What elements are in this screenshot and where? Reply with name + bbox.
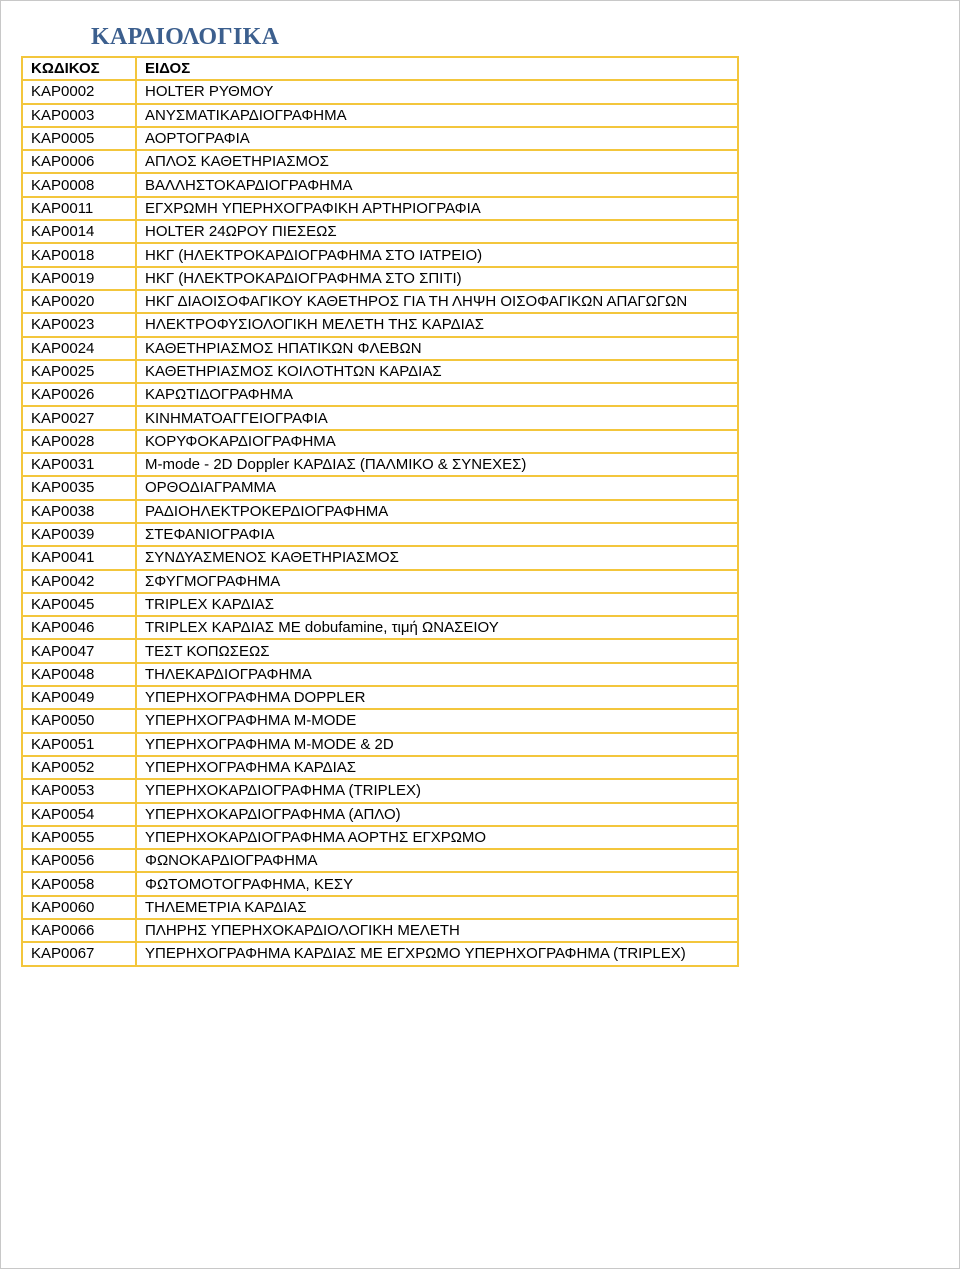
page-title: ΚΑΡΔΙΟΛΟΓΙΚΑ — [91, 24, 280, 50]
table-row — [22, 919, 738, 942]
cell-code: ΚΑΡ0056 — [22, 849, 136, 872]
cell-code: ΚΑΡ0014 — [22, 220, 136, 243]
table-row — [22, 872, 738, 895]
table-header-row — [22, 57, 738, 80]
cell-type: ΚΙΝΗΜΑΤΟΑΓΓΕΙΟΓΡΑΦΙΑ — [136, 406, 738, 429]
cell-type: ΣΥΝΔΥΑΣΜΕΝΟΣ ΚΑΘΕΤΗΡΙΑΣΜΟΣ — [136, 546, 738, 569]
table-row — [22, 453, 738, 476]
cell-code: ΚΑΡ0027 — [22, 406, 136, 429]
table-row — [22, 570, 738, 593]
cell-type: ΥΠΕΡΗΧΟΓΡΑΦΗΜΑ ΚΑΡΔΙΑΣ ΜΕ ΕΓΧΡΩΜΟ ΥΠΕΡΗΧΟΓΡΑΦΗΜΑ (TRIPLEX) — [136, 942, 738, 965]
table-row — [22, 173, 738, 196]
cell-type: ΚΑΘΕΤΗΡΙΑΣΜΟΣ ΗΠΑΤΙΚΩΝ ΦΛΕΒΩΝ — [136, 337, 738, 360]
cell-code: ΚΑΡ0002 — [22, 80, 136, 103]
cell-type: ΥΠΕΡΗΧΟΚΑΡΔΙΟΓΡΑΦΗΜΑ ΑΟΡΤΗΣ ΕΓΧΡΩΜΟ — [136, 826, 738, 849]
cell-type: ΑΟΡΤΟΓΡΑΦΙΑ — [136, 127, 738, 150]
cell-type: ΤΕΣΤ ΚΟΠΩΣΕΩΣ — [136, 639, 738, 662]
cell-code: ΚΑΡ0053 — [22, 779, 136, 802]
table-row — [22, 313, 738, 336]
cell-code: ΚΑΡ0006 — [22, 150, 136, 173]
table-row — [22, 523, 738, 546]
cell-code: ΚΑΡ0055 — [22, 826, 136, 849]
cell-type: ΗΚΓ (ΗΛΕΚΤΡΟΚΑΡΔΙΟΓΡΑΦΗΜΑ ΣΤΟ ΙΑΤΡΕΙΟ) — [136, 243, 738, 266]
cell-code: ΚΑΡ0039 — [22, 523, 136, 546]
table-row — [22, 849, 738, 872]
cell-type: ΥΠΕΡΗΧΟΓΡΑΦΗΜΑ ΚΑΡΔΙΑΣ — [136, 756, 738, 779]
cell-code: ΚΑΡ0024 — [22, 337, 136, 360]
table-row — [22, 127, 738, 150]
cell-code: ΚΑΡ0019 — [22, 267, 136, 290]
table-row — [22, 430, 738, 453]
cell-type: ΟΡΘΟΔΙΑΓΡΑΜΜΑ — [136, 476, 738, 499]
cell-code: ΚΑΡ0041 — [22, 546, 136, 569]
table-row — [22, 150, 738, 173]
table-row — [22, 220, 738, 243]
cell-code: ΚΑΡ0026 — [22, 383, 136, 406]
header-code: ΚΩΔΙΚΟΣ — [22, 57, 136, 80]
cell-type: ΥΠΕΡΗΧΟΚΑΡΔΙΟΓΡΑΦΗΜΑ (ΑΠΛΟ) — [136, 803, 738, 826]
table-row — [22, 546, 738, 569]
cell-type: ΚΑΘΕΤΗΡΙΑΣΜΟΣ ΚΟΙΛΟΤΗΤΩΝ ΚΑΡΔΙΑΣ — [136, 360, 738, 383]
cell-code: ΚΑΡ0045 — [22, 593, 136, 616]
cell-code: ΚΑΡ0038 — [22, 500, 136, 523]
cell-type: ΡΑΔΙΟΗΛΕΚΤΡΟΚΕΡΔΙΟΓΡΑΦΗΜΑ — [136, 500, 738, 523]
cell-type: M-mode - 2D Doppler ΚΑΡΔΙΑΣ (ΠΑΛΜΙΚΟ & ΣΥΝΕΧΕΣ) — [136, 453, 738, 476]
cell-code: ΚΑΡ0025 — [22, 360, 136, 383]
table-row — [22, 709, 738, 732]
table-body — [22, 80, 738, 965]
table-row — [22, 337, 738, 360]
table-row — [22, 639, 738, 662]
cell-code: ΚΑΡ0060 — [22, 896, 136, 919]
cell-type: ΣΦΥΓΜΟΓΡΑΦΗΜΑ — [136, 570, 738, 593]
cell-code: ΚΑΡ0008 — [22, 173, 136, 196]
cell-type: ΦΩΝΟΚΑΡΔΙΟΓΡΑΦΗΜΑ — [136, 849, 738, 872]
cell-code: ΚΑΡ0020 — [22, 290, 136, 313]
table-row — [22, 616, 738, 639]
cell-code: ΚΑΡ0042 — [22, 570, 136, 593]
table-row — [22, 779, 738, 802]
cell-code: ΚΑΡ0050 — [22, 709, 136, 732]
cell-type: ΗΛΕΚΤΡΟΦΥΣΙΟΛΟΓΙΚΗ ΜΕΛΕΤΗ ΤΗΣ ΚΑΡΔΙΑΣ — [136, 313, 738, 336]
cell-code: ΚΑΡ0049 — [22, 686, 136, 709]
cell-code: ΚΑΡ0052 — [22, 756, 136, 779]
cell-type: ΑΝΥΣΜΑΤΙΚΑΡΔΙΟΓΡΑΦΗΜΑ — [136, 104, 738, 127]
cell-type: ΑΠΛΟΣ ΚΑΘΕΤΗΡΙΑΣΜΟΣ — [136, 150, 738, 173]
table-row — [22, 290, 738, 313]
cell-code: ΚΑΡ0046 — [22, 616, 136, 639]
cell-code: ΚΑΡ0023 — [22, 313, 136, 336]
table-row — [22, 803, 738, 826]
cell-type: ΗΚΓ (ΗΛΕΚΤΡΟΚΑΡΔΙΟΓΡΑΦΗΜΑ ΣΤΟ ΣΠΙΤΙ) — [136, 267, 738, 290]
cell-type: ΥΠΕΡΗΧΟΓΡΑΦΗΜΑ DOPPLER — [136, 686, 738, 709]
table-row — [22, 826, 738, 849]
cell-type: TRIPLEX ΚΑΡΔΙΑΣ — [136, 593, 738, 616]
cell-code: ΚΑΡ0018 — [22, 243, 136, 266]
table-row — [22, 593, 738, 616]
table-row — [22, 896, 738, 919]
cell-code: ΚΑΡ0048 — [22, 663, 136, 686]
table-row — [22, 500, 738, 523]
table-row — [22, 476, 738, 499]
table-row — [22, 406, 738, 429]
cell-code: ΚΑΡ0067 — [22, 942, 136, 965]
table-row — [22, 686, 738, 709]
cell-code: ΚΑΡ0054 — [22, 803, 136, 826]
table-row — [22, 80, 738, 103]
cell-code: ΚΑΡ0051 — [22, 733, 136, 756]
table-row — [22, 267, 738, 290]
cell-type: ΤΗΛΕΜΕΤΡΙΑ ΚΑΡΔΙΑΣ — [136, 896, 738, 919]
cell-type: ΥΠΕΡΗΧΟΓΡΑΦΗΜΑ M-MODE — [136, 709, 738, 732]
cell-type: ΚΟΡΥΦΟΚΑΡΔΙΟΓΡΑΦΗΜΑ — [136, 430, 738, 453]
table-row — [22, 243, 738, 266]
cell-type: ΥΠΕΡΗΧΟΓΡΑΦΗΜΑ M-MODE & 2D — [136, 733, 738, 756]
cell-type: ΦΩΤΟΜΟΤΟΓΡΑΦΗΜΑ, ΚΕΣΥ — [136, 872, 738, 895]
cell-code: ΚΑΡ0047 — [22, 639, 136, 662]
cell-type: ΗΚΓ ΔΙΑΟΙΣΟΦΑΓΙΚΟΥ ΚΑΘΕΤΗΡΟΣ ΓΙΑ ΤΗ ΛΗΨΗ ΟΙΣΟΦΑΓΙΚΩΝ ΑΠΑΓΩΓΩΝ — [136, 290, 738, 313]
cell-type: HOLTER ΡΥΘΜΟΥ — [136, 80, 738, 103]
table-row — [22, 360, 738, 383]
cardiology-codes-table — [21, 56, 739, 967]
cell-code: ΚΑΡ0066 — [22, 919, 136, 942]
cell-type: ΠΛΗΡΗΣ ΥΠΕΡΗΧΟΚΑΡΔΙΟΛΟΓΙΚΗ ΜΕΛΕΤΗ — [136, 919, 738, 942]
table-row — [22, 197, 738, 220]
table-row — [22, 756, 738, 779]
table-row — [22, 383, 738, 406]
table-row — [22, 942, 738, 965]
cell-type: HOLTER 24ΩΡΟΥ ΠΙΕΣΕΩΣ — [136, 220, 738, 243]
cell-type: ΤΗΛΕΚΑΡΔΙΟΓΡΑΦΗΜΑ — [136, 663, 738, 686]
cell-type: TRIPLEX ΚΑΡΔΙΑΣ ΜΕ dobufamine, τιμή ΩΝΑΣΕΙΟΥ — [136, 616, 738, 639]
header-type: ΕΙΔΟΣ — [136, 57, 738, 80]
table-row — [22, 663, 738, 686]
table-row — [22, 733, 738, 756]
cell-code: ΚΑΡ0028 — [22, 430, 136, 453]
cell-type: ΣΤΕΦΑΝΙΟΓΡΑΦΙΑ — [136, 523, 738, 546]
cell-code: ΚΑΡ0058 — [22, 872, 136, 895]
cell-code: ΚΑΡ0031 — [22, 453, 136, 476]
table-row — [22, 104, 738, 127]
cell-type: ΥΠΕΡΗΧΟΚΑΡΔΙΟΓΡΑΦΗΜΑ (TRIPLEX) — [136, 779, 738, 802]
cell-code: ΚΑΡ0005 — [22, 127, 136, 150]
cell-type: ΕΓΧΡΩΜΗ ΥΠΕΡΗΧΟΓΡΑΦΙΚΗ ΑΡΤΗΡΙΟΓΡΑΦΙΑ — [136, 197, 738, 220]
cell-code: ΚΑΡ0003 — [22, 104, 136, 127]
cell-type: ΒΑΛΛΗΣΤΟΚΑΡΔΙΟΓΡΑΦΗΜΑ — [136, 173, 738, 196]
cell-code: ΚΑΡ0035 — [22, 476, 136, 499]
cell-code: ΚΑΡ0011 — [22, 197, 136, 220]
cell-type: ΚΑΡΩΤΙΔΟΓΡΑΦΗΜΑ — [136, 383, 738, 406]
